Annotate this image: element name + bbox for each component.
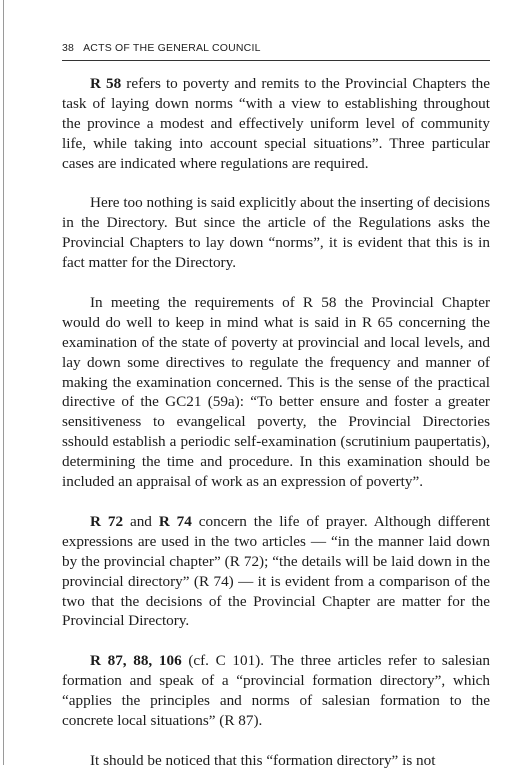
paragraph-text: In meeting the requirements of R 58 the Provincial Chapter would do well to keep in mind what is said in R 65 concerning the examination of the state of poverty at provincial and local levels, and lay down some directives to regulate the frequency and manner of making the examination concerned. This is the sense of the practical directive of the GC21 (59a): “To better ensure and foster a greater sensitiveness to evangelical poverty, the Provincial Directories sshould establish a periodic self-examination (scrutinium paupertatis), determining the time and procedure. In this examination should be included an appraisal of work as an expression of poverty”. [62,293,490,491]
article-ref: R 74 [158,512,192,530]
paragraph-text: Here too nothing is said explicitly about the inserting of decisions in the Directory. But since the article of the Regulations asks the Provincial Chapters to lay down “norms”, it is evident that this is in fact matter for the Directory. [62,194,490,272]
running-title: ACTS OF THE GENERAL COUNCIL [83,42,261,54]
paragraph-r58 [62,74,490,174]
paragraph-r72-r74 [62,512,490,631]
paragraph-text: refers to poverty and remits to the Provincial Chapters the task of laying down norms “with a view to establishing throughout the province a modest and effectively uniform level of community life, while taking into account special situations”. Three particular cases are indicated where regulations are required. [62,75,490,172]
paragraph-poverty-examination [62,293,490,492]
header-rule [62,60,490,61]
paragraph-text: and [123,512,159,530]
paragraph-text: It should be noticed that this “formation directory” is not [90,751,436,769]
paragraph-r87-formation [62,651,490,731]
page-edge-rule [3,0,4,765]
body-text [62,74,490,771]
paragraph-text: (cf. C 101). The three articles refer to salesian formation and speak of a “provincial formation directory”, which “applies the principles and norms of salesian formation to the concrete local situations” (R 87). [62,652,490,729]
paragraph-directory-note [62,193,490,273]
paragraph-text: concern the life of prayer. Although different expressions are used in the two articles — “in the manner laid down by the provincial chapter” (R 72); “the details will be laid down in the provincial directory” (R 74) — it is evident from a comparison of the two that the decisions of the Provincial Chapter are matter for the Provincial Directory. [62,512,491,630]
paragraph-formation-directory [62,751,490,771]
article-ref: R 87, 88, 106 [90,652,182,670]
article-ref: R 58 [90,75,122,92]
article-ref: R 72 [90,512,124,530]
running-header [62,42,490,54]
page-number: 38 [62,42,75,54]
